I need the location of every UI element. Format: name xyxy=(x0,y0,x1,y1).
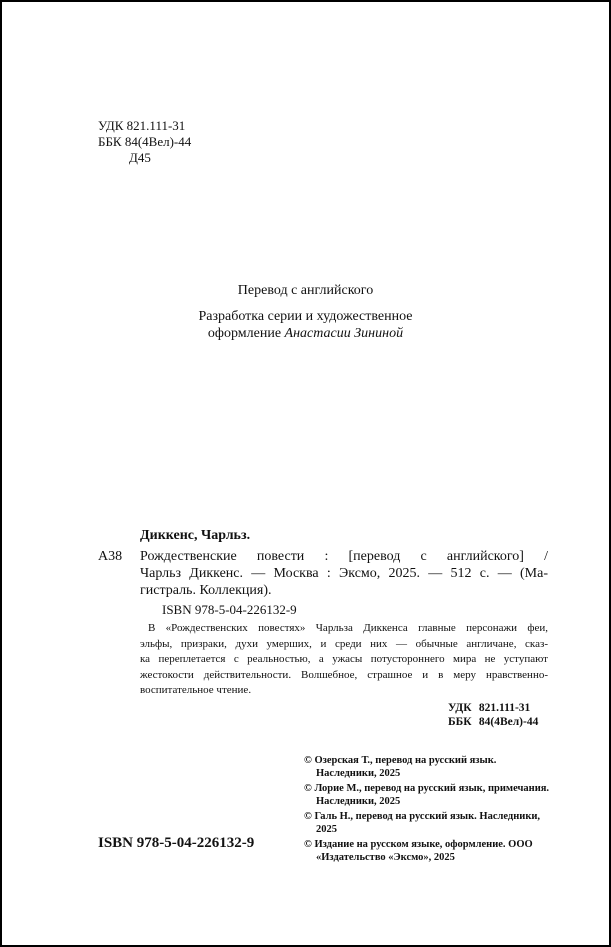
series-design-line-1: Разработка серии и художественное xyxy=(198,309,413,324)
udk-bottom-block xyxy=(448,701,538,729)
bbk-code: ББК 84(4Вел)-44 xyxy=(98,134,192,149)
copyright-item xyxy=(304,810,554,836)
series-design-prefix: оформление xyxy=(207,326,285,341)
copyright-item xyxy=(304,754,554,780)
copyright-item xyxy=(304,782,554,808)
bbk-bottom-row xyxy=(448,715,538,729)
copyright-line: Наследники, 2025 xyxy=(316,796,401,807)
bibliographic-line: гистраль. Коллекция). xyxy=(140,583,272,598)
designer-name: Анастасии Зининой xyxy=(284,326,404,341)
bibliographic-author: Диккенс, Чарльз. xyxy=(140,528,251,543)
isbn-bottom: ISBN 978-5-04-226132-9 xyxy=(98,835,255,851)
annotation-line: ка переплетается с реальностью, а ужасы потустороннего мира не уступают xyxy=(140,653,548,665)
series-design-credit xyxy=(2,308,609,342)
udk-code: УДК 821.111-31 xyxy=(98,118,186,133)
copyright-line: © Лорие М., перевод на русский язык, примечания. xyxy=(304,783,550,794)
copyright-notices xyxy=(304,754,554,866)
annotation-line: В «Рождественских повестях» Чарльза Диккенса главные персонажи феи, xyxy=(148,622,548,634)
copyright-line: Наследники, 2025 xyxy=(316,768,401,779)
bibliographic-line: Рождественские повести : [перевод с английского] / xyxy=(140,549,548,564)
udk-value: 821.111-31 xyxy=(478,702,531,714)
bibliographic-isbn: ISBN 978-5-04-226132-9 xyxy=(162,602,297,617)
annotation-line: жестокости действительности. Волшебное, страшное и в меру нравственно- xyxy=(140,668,548,681)
copyright-item xyxy=(304,838,554,864)
bibliographic-description xyxy=(140,548,548,599)
annotation xyxy=(140,621,548,699)
bibliographic-code: А38 xyxy=(98,549,123,564)
copyright-line: © Издание на русском языке, оформление. ООО xyxy=(304,839,533,850)
udk-label: УДК xyxy=(448,702,472,714)
annotation-line: эльфы, призраки, духи умерших, и среди них — обычные англичане, сказ- xyxy=(140,637,548,650)
copyright-line: 2025 xyxy=(316,824,337,835)
bbk-label: ББК xyxy=(448,716,472,728)
copyright-line: © Озерская Т., перевод на русский язык. xyxy=(304,755,497,766)
series-design-line-2 xyxy=(2,325,609,342)
udk-bottom-row xyxy=(448,701,538,715)
copyright-line: © Галь Н., перевод на русский язык. Наследники, xyxy=(304,811,541,822)
translation-note: Перевод с английского xyxy=(237,283,374,298)
bbk-value: 84(4Вел)-44 xyxy=(478,716,539,728)
annotation-line: воспитательное чтение. xyxy=(140,684,252,696)
udk-block xyxy=(98,118,191,166)
bibliographic-line: Чарльз Диккенс. — Москва : Эксмо, 2025. — 512 с. — (Ма- xyxy=(140,566,548,581)
author-sign-code: Д45 xyxy=(129,150,151,165)
copyright-line: «Издательство «Эксмо», 2025 xyxy=(316,852,455,863)
